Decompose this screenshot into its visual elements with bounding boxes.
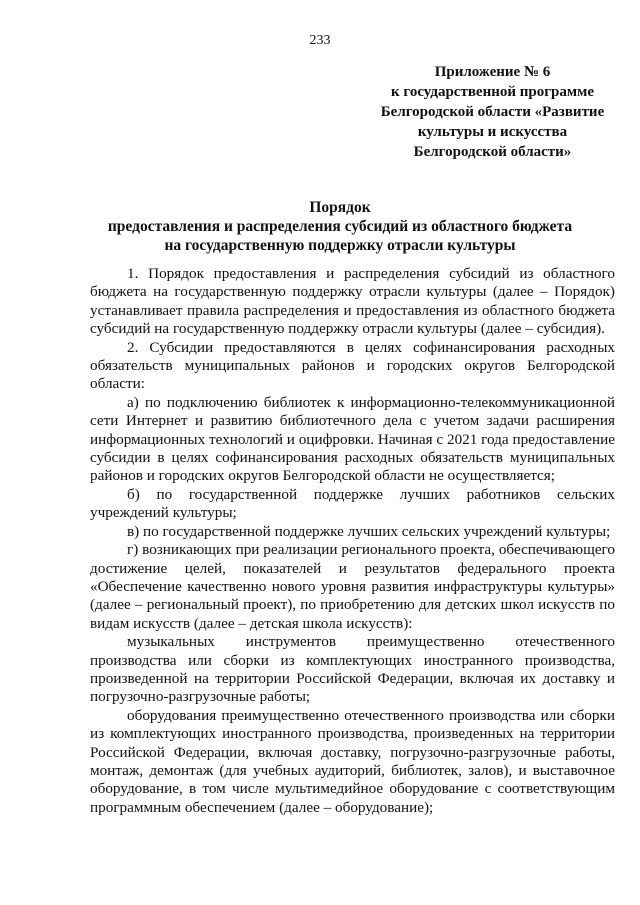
- paragraph: музыкальных инструментов преимущественно отечественного производства или сборки из комплектующих иностранного производства, произведенной на территории Российской Федерации, включая их доставку и погрузочно-разгрузочные работы;: [90, 633, 615, 706]
- title-line: Порядок: [309, 199, 371, 216]
- document-title: [60, 198, 620, 255]
- appendix-line: Белгородской области «Развитие: [380, 104, 605, 120]
- page-number: 233: [309, 33, 331, 48]
- paragraph: в) по государственной поддержке лучших сельских учреждений культуры;: [127, 522, 611, 540]
- appendix-header: [365, 62, 620, 162]
- appendix-line: Белгородской области»: [413, 144, 572, 160]
- document-body: [90, 265, 615, 817]
- appendix-line: к государственной программе: [391, 84, 594, 100]
- paragraph: б) по государственной поддержке лучших работников сельских учреждений культуры;: [90, 485, 615, 522]
- paragraph: оборудования преимущественно отечественного производства или сборки из комплектующих иностранного производства, произведенных на территории Российской Федерации, включая доставку, погрузочно-разгрузочные работы, монтаж, демонтаж (для учебных аудиторий, библиотек, залов), и выставочное оборудование, в том числе мультимедийное оборудование с соответствующим программным обеспечением (далее – оборудование);: [90, 706, 615, 816]
- paragraph: 1. Порядок предоставления и распределения субсидий из областного бюджета на государственную поддержку отрасли культуры (далее – Порядок) устанавливает правила распределения и предоставления из областного бюджета субсидий на государственную поддержку отрасли культуры (далее – субсидия).: [90, 265, 615, 338]
- title-line: предоставления и распределения субсидий из областного бюджета: [107, 218, 573, 235]
- title-line: на государственную поддержку отрасли культуры: [164, 237, 516, 254]
- paragraph: г) возникающих при реализации регионального проекта, обеспечивающего достижение целей, показателей и результатов федерального проекта «Обеспечение качественно нового уровня развития инфраструктуры культуры» (далее – региональный проект), по приобретению для детских школ искусств по видам искусств (далее – детская школа искусств):: [90, 541, 615, 632]
- appendix-line: культуры и искусства: [417, 124, 568, 140]
- paragraph: 2. Субсидии предоставляются в целях софинансирования расходных обязательств муниципальных районов и городских округов Белгородской области:: [90, 338, 615, 393]
- appendix-line: Приложение № 6: [434, 64, 551, 80]
- paragraph: а) по подключению библиотек к информационно-телекоммуникационной сети Интернет и развитию библиотечного дела с учетом задачи расширения информационных технологий и оцифровки. Начиная с 2021 года предоставление субсидии в целях софинансирования расходных обязательств муниципальных районов и городских округов Белгородской области не осуществляется;: [90, 393, 615, 485]
